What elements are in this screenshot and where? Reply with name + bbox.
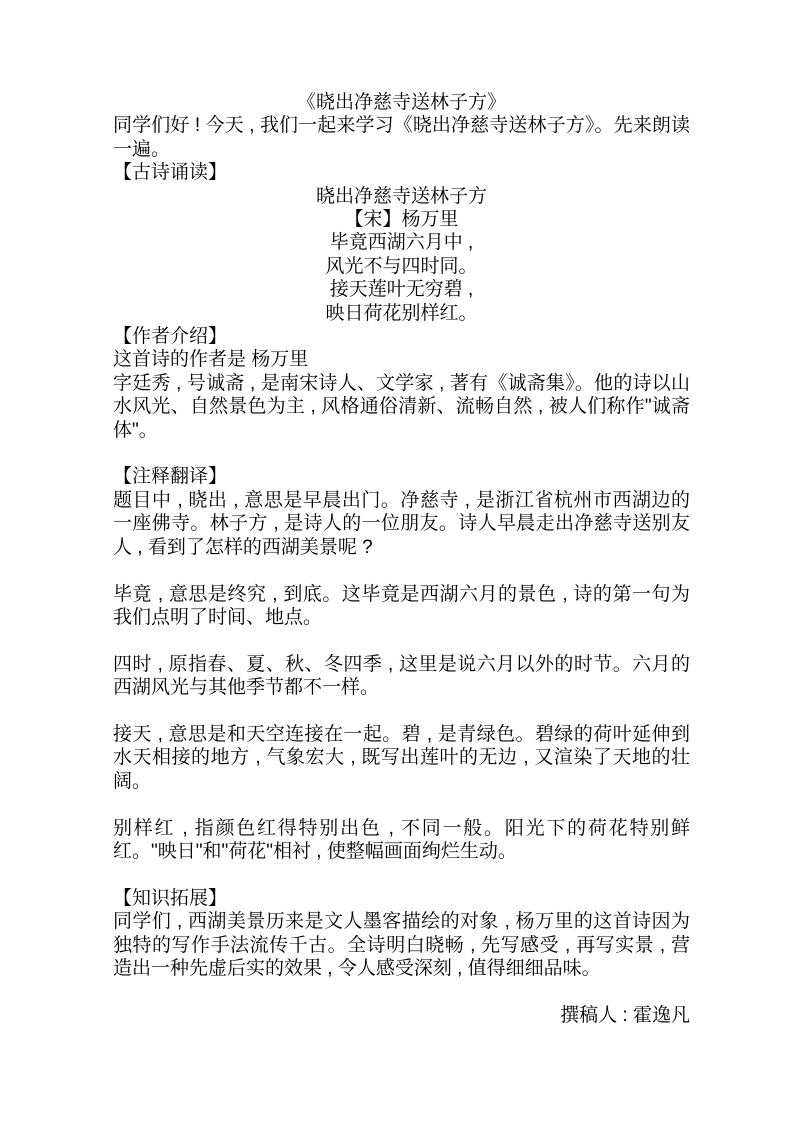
poem-author: 【宋】杨万里 (344, 209, 459, 231)
blank-line (113, 980, 690, 1003)
knowledge-paragraph: 同学们 , 西湖美景历来是文人墨客描绘的对象 , 杨万里的这首诗因为独特的写作手法流传千古。全诗明白晓畅 , 先写感受 , 再写实景 , 营造出一种先虚后实的效果 , 令人感受深刻 , 值得细细品味。 (113, 911, 690, 979)
section-heading-author-intro: 【作者介绍】 (113, 326, 228, 348)
annotation-paragraph: 毕竟 , 意思是终究 , 到底。这毕竟是西湖六月的景色 , 诗的第一句为我们点明了时间、地点。 (113, 583, 690, 628)
poem-line: 接天莲叶无穷碧 , (329, 279, 474, 301)
document-title: 《晓出净慈寺送林子方》 (296, 92, 506, 113)
author-intro-paragraph: 这首诗的作者是 杨万里 (113, 349, 309, 371)
blank-line (113, 863, 690, 886)
poem-line: 风光不与四时同。 (325, 255, 478, 277)
blank-line (113, 629, 690, 652)
blank-line (113, 793, 690, 816)
annotation-paragraph: 接天 , 意思是和天空连接在一起。碧 , 是青绿色。碧绿的荷叶延伸到水天相接的地方 , 气象宏大 , 既写出莲叶的无边 , 又渲染了天地的壮阔。 (113, 723, 690, 792)
section-heading-recitation: 【古诗诵读】 (113, 162, 228, 184)
intro-paragraph: 同学们好 ! 今天 , 我们一起来学习《晓出净慈寺送林子方》。先来朗读一遍。 (113, 115, 690, 160)
annotation-paragraph: 题目中 , 晓出 , 意思是早晨出门。净慈寺 , 是浙江省杭州市西湖边的一座佛寺。林子方 , 是诗人的一位朋友。诗人早晨走出净慈寺送别友人 , 看到了怎样的西湖美景呢 ? (113, 489, 690, 558)
annotation-paragraph: 别样红 , 指颜色红得特别出色 , 不同一般。阳光下的荷花特别鲜红。"映日"和"荷花"相衬 , 使整幅画面绚烂生动。 (113, 817, 690, 862)
section-heading-knowledge: 【知识拓展】 (113, 887, 228, 909)
annotation-paragraph: 四时 , 原指春、夏、秋、冬四季 , 这里是说六月以外的时节。六月的西湖风光与其他季节都不一样。 (113, 653, 690, 699)
author-intro-paragraph: 字廷秀 , 号诚斋 , 是南宋诗人、文学家 , 著有《诚斋集》。他的诗以山水风光、自然景色为主 , 风格通俗清新、流畅自然 , 被人们称作"诚斋体"。 (113, 372, 690, 441)
poem-line: 毕竟西湖六月中 , (329, 232, 474, 254)
poem-title: 晓出净慈寺送林子方 (315, 185, 487, 207)
blank-line (113, 700, 690, 723)
poem-line: 映日荷花别样红。 (325, 302, 478, 324)
blank-line (113, 442, 690, 465)
section-heading-annotation: 【注释翻译】 (113, 466, 228, 488)
credit-line: 撰稿人 : 霍逸凡 (560, 1004, 690, 1026)
blank-line (113, 559, 690, 582)
